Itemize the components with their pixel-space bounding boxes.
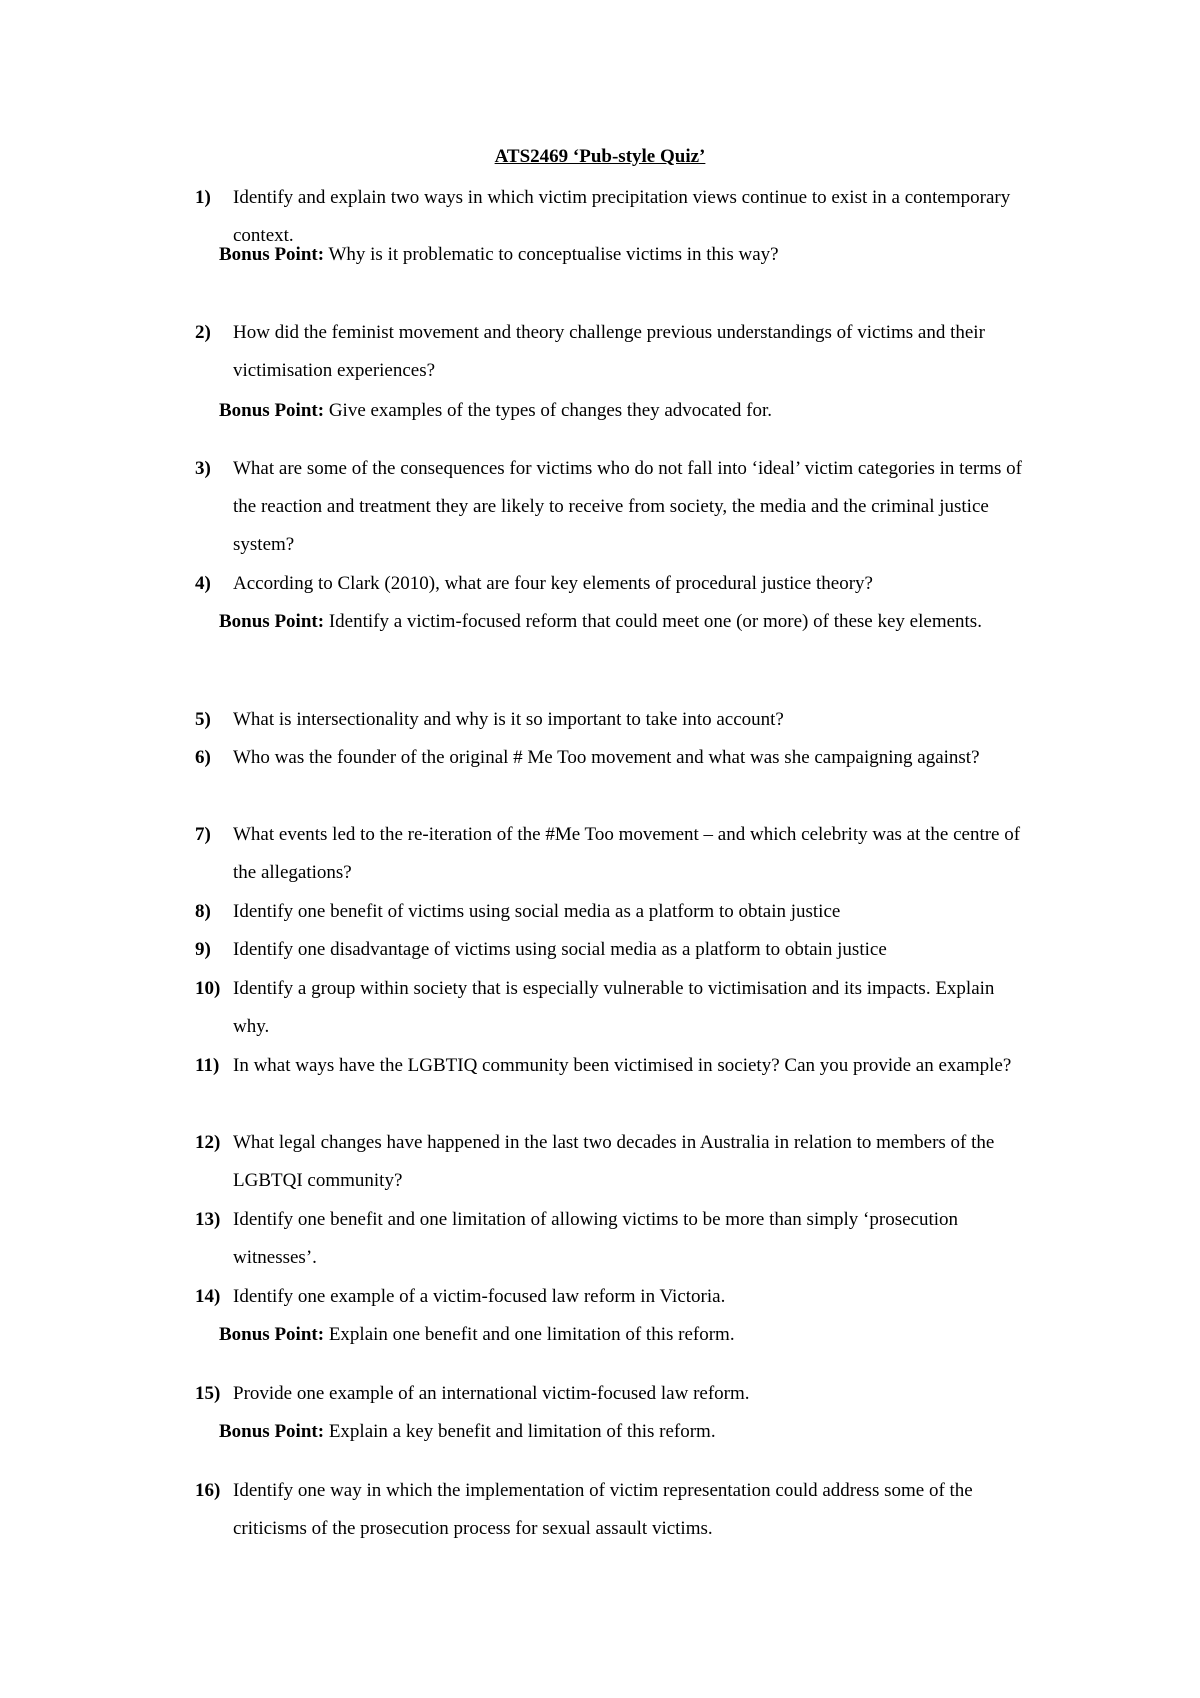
question-text: What events led to the re-iteration of the #Me Too movement – and which celebrity was at the centre of the allegations? [233,824,1021,883]
question-text: According to Clark (2010), what are four key elements of procedural justice theory? [233,573,873,594]
question-16 [195,1472,1035,1548]
question-text: Identify one example of a victim-focused law reform in Victoria. [233,1286,726,1307]
question-text: Identify and explain two ways in which victim precipitation views continue to exist in a contemporary context. [233,187,1011,246]
question-3 [195,450,1035,564]
question-text: Identify one disadvantage of victims using social media as a platform to obtain justice [233,939,887,960]
question-text: Identify a group within society that is especially vulnerable to victimisation and its impacts. Explain why. [233,978,995,1037]
question-7 [195,816,1035,892]
question-number: 10) [195,978,221,999]
question-11 [195,1047,1035,1085]
question-15 [195,1375,1035,1413]
question-4 [195,565,1035,603]
question-5 [195,701,1035,739]
bonus-label: Bonus Point: [219,244,325,265]
question-number: 5) [195,709,211,730]
question-number: 15) [195,1383,221,1404]
question-number: 6) [195,747,211,768]
bonus-1 [219,236,1039,274]
bonus-text: Why is it problematic to conceptualise victims in this way? [324,244,779,265]
bonus-label: Bonus Point: [219,1324,325,1345]
question-text: What is intersectionality and why is it so important to take into account? [233,709,784,730]
question-number: 7) [195,824,211,845]
question-number: 1) [195,187,211,208]
question-number: 9) [195,939,211,960]
question-text: What legal changes have happened in the last two decades in Australia in relation to members of the LGBTQI community? [233,1132,995,1191]
question-12 [195,1124,1035,1200]
question-text: Identify one way in which the implementation of victim representation could address some of the criticisms of the prosecution process for sexual assault victims. [233,1480,973,1539]
bonus-text: Identify a victim-focused reform that could meet one (or more) of these key elements. [324,611,982,632]
question-2 [195,314,1035,390]
question-number: 12) [195,1132,221,1153]
bonus-text: Explain one benefit and one limitation of this reform. [324,1324,735,1345]
question-13 [195,1201,1035,1277]
question-text: How did the feminist movement and theory challenge previous understandings of victims and their victimisation experiences? [233,322,985,381]
bonus-text: Explain a key benefit and limitation of this reform. [324,1421,716,1442]
bonus-label: Bonus Point: [219,1421,325,1442]
question-10 [195,970,1035,1046]
question-6 [195,739,1035,777]
question-text: Identify one benefit of victims using social media as a platform to obtain justice [233,901,841,922]
question-number: 14) [195,1286,221,1307]
page-title: ATS2469 ‘Pub-style Quiz’ [494,146,706,167]
question-number: 2) [195,322,211,343]
question-text: In what ways have the LGBTIQ community been victimised in society? Can you provide an example? [233,1055,1012,1076]
question-text: Identify one benefit and one limitation of allowing victims to be more than simply ‘prosecution witnesses’. [233,1209,959,1268]
question-number: 11) [195,1055,220,1076]
question-text: Who was the founder of the original # Me Too movement and what was she campaigning against? [233,747,980,768]
question-14 [195,1278,1035,1316]
bonus-text: Give examples of the types of changes they advocated for. [324,400,772,421]
question-number: 4) [195,573,211,594]
question-number: 16) [195,1480,221,1501]
question-text: What are some of the consequences for victims who do not fall into ‘ideal’ victim categories in terms of the reaction and treatment they are likely to receive from society, the media and the criminal justice system? [233,458,1022,555]
bonus-14 [219,1316,1039,1354]
bonus-4 [219,603,1039,641]
bonus-2 [219,392,1039,430]
bonus-label: Bonus Point: [219,611,325,632]
question-8 [195,893,1035,931]
question-number: 13) [195,1209,221,1230]
question-9 [195,931,1035,969]
bonus-label: Bonus Point: [219,400,325,421]
question-number: 3) [195,458,211,479]
question-text: Provide one example of an international victim-focused law reform. [233,1383,750,1404]
question-number: 8) [195,901,211,922]
bonus-15 [219,1413,1039,1451]
